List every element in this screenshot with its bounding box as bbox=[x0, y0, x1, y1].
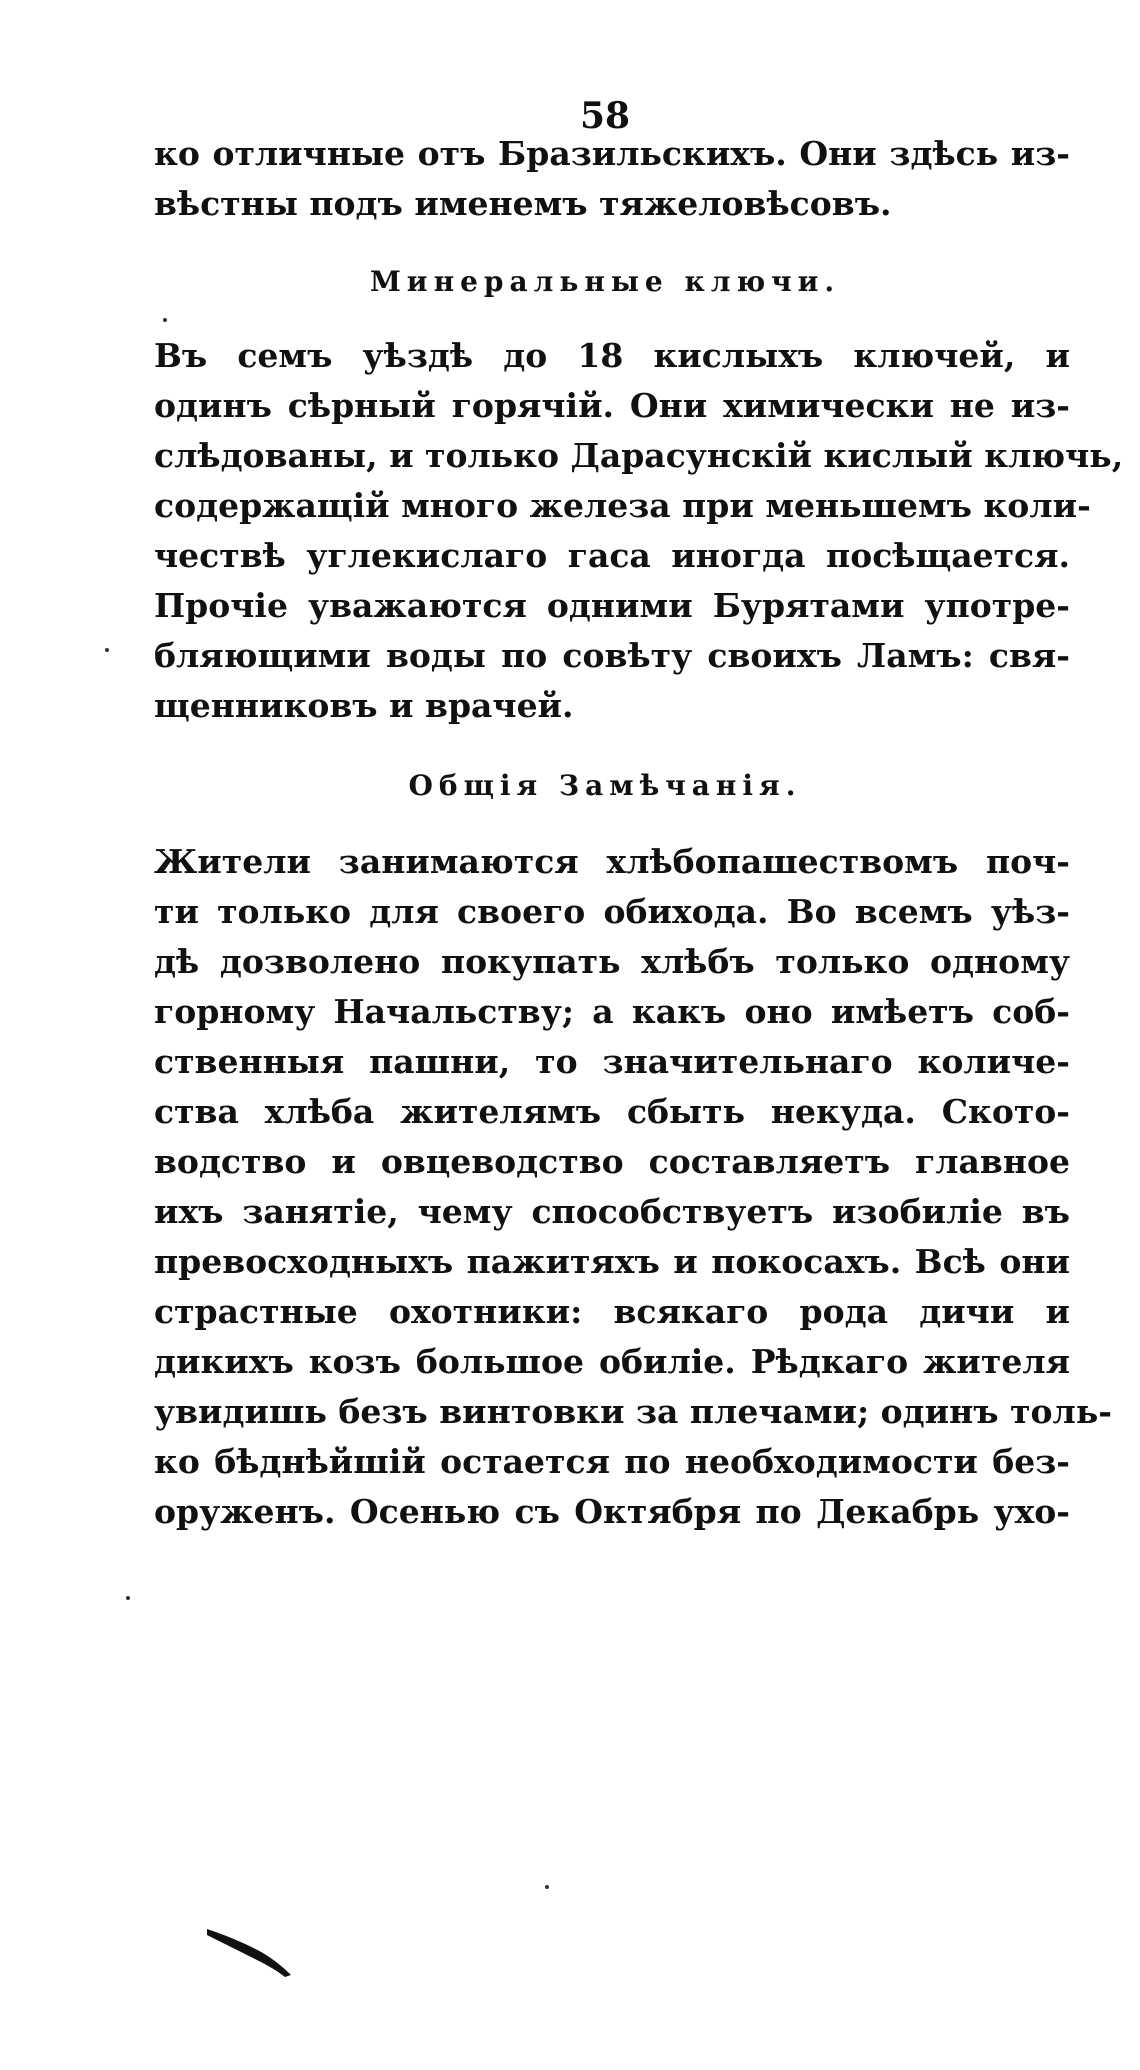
text-line: вѣстны подъ именемъ тяжеловѣсовъ. bbox=[154, 184, 892, 223]
text-line: бляющими воды по совѣту своихъ Ламъ: свя- bbox=[154, 636, 1070, 675]
text-line: оруженъ. Осенью съ Октября по Декабрь ухо- bbox=[154, 1492, 1070, 1531]
text-line: ихъ занятіе, чему способствуетъ изобиліе въ bbox=[154, 1192, 1070, 1231]
text-line: Жители занимаются хлѣбопашествомъ поч- bbox=[154, 842, 1070, 881]
text-line: ко бѣднѣйшій остается по необходимости без- bbox=[154, 1442, 1070, 1481]
text-line: водство и овцеводство составляетъ главное bbox=[154, 1142, 1070, 1181]
text-line: превосходныхъ пажитяхъ и покосахъ. Всѣ они bbox=[154, 1242, 1070, 1281]
text-line: горному Начальству; а какъ оно имѣетъ соб- bbox=[154, 992, 1070, 1031]
text-line: одинъ сѣрный горячій. Они химически не из- bbox=[154, 386, 1070, 425]
text-line: слѣдованы, и только Дарасунскій кислый ключь, bbox=[154, 436, 1124, 475]
section-heading-mineral-springs: Минеральные ключи. bbox=[369, 265, 841, 298]
text-line: Прочіе уважаются одними Бурятами употре- bbox=[154, 586, 1070, 625]
text-line: содержащій много железа при меньшемъ коли- bbox=[154, 486, 1091, 525]
text-line: дикихъ козъ большое обиліе. Рѣдкаго жителя bbox=[154, 1342, 1070, 1381]
text-line: ти только для своего обихода. Во всемъ уѣз- bbox=[154, 892, 1070, 931]
ink-blot-mark bbox=[205, 1925, 295, 1980]
text-line: дѣ дозволено покупать хлѣбъ только одному bbox=[154, 942, 1070, 981]
text-line: ственныя пашни, то значительнаго количе- bbox=[154, 1042, 1070, 1081]
text-line: ко отличные отъ Бразильскихъ. Они здѣсь из- bbox=[154, 134, 1070, 173]
ink-speck bbox=[163, 318, 167, 322]
ink-speck bbox=[105, 648, 109, 652]
ink-speck bbox=[126, 1596, 130, 1600]
section-heading-general-remarks: Общія Замѣчанія. bbox=[408, 769, 802, 802]
text-line: щенниковъ и врачей. bbox=[154, 686, 574, 725]
text-line: чествѣ углекислаго гаса иногда посѣщается. bbox=[154, 536, 1070, 575]
text-line: страстные охотники: всякаго рода дичи и bbox=[154, 1292, 1070, 1331]
page-number: 58 bbox=[579, 95, 631, 137]
text-line: увидишь безъ винтовки за плечами; одинъ толь- bbox=[154, 1392, 1112, 1431]
ink-speck bbox=[545, 1885, 549, 1889]
text-line: ства хлѣба жителямъ сбыть некуда. Ското- bbox=[154, 1092, 1070, 1131]
text-line: Въ семъ уѣздѣ до 18 кислыхъ ключей, и bbox=[154, 336, 1070, 375]
